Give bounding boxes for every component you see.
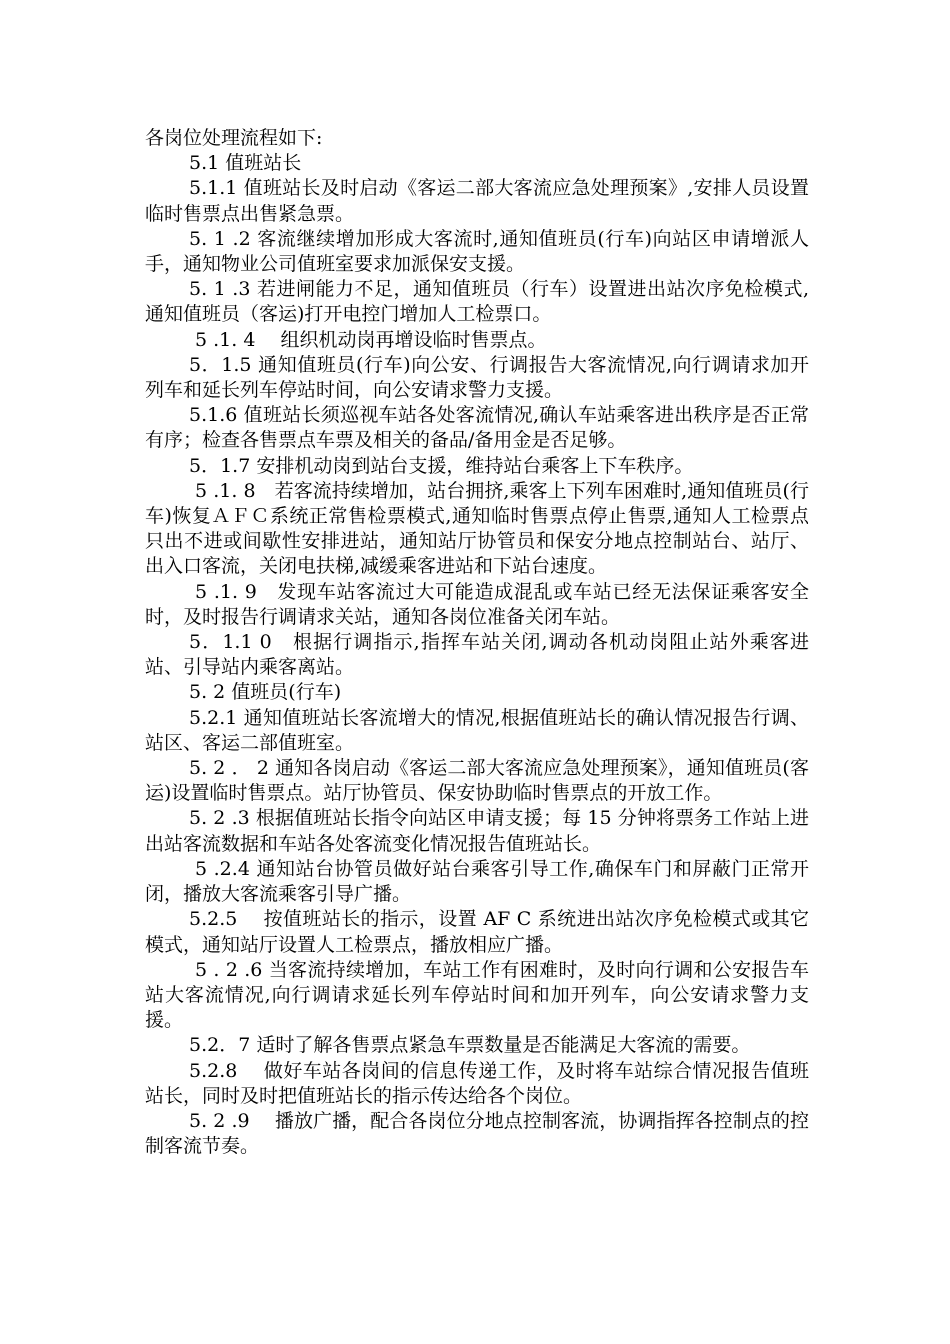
item-5-1-3: 5. 1 .3 若进闸能力不足，通知值班员（行车）设置进出站次序免检模式,通知值班员（客运)打开电控门增加人工检票口。 (145, 278, 809, 326)
document-body (145, 126, 809, 1159)
intro-line: 各岗位处理流程如下: (145, 127, 323, 149)
item-5-2-5: 5.2.5 按值班站长的指示，设置 AF C 系统进出站次序免检模式或其它模式，通知站厅设置人工检票点，播放相应广播。 (145, 908, 809, 956)
item-5-1-1: 5.1.1 值班站长及时启动《客运二部大客流应急处理预案》,安排人员设置临时售票点出售紧急票。 (145, 177, 809, 225)
item-5-2-9: 5. 2 .9 播放广播，配合各岗位分地点控制客流，协调指挥各控制点的控制客流节奏。 (145, 1109, 809, 1158)
section-5-2-heading: 5. 2 值班员(行车) (189, 681, 342, 704)
item-5-1-7: 5．1.7 安排机动岗到站台支援，维持站台乘客上下车秩序。 (189, 454, 694, 477)
item-5-1-8: 5 .1. 8 若客流持续增加，站台拥挤,乘客上下列车困难时,通知值班员(行车)恢复ＡＦＣ系统正常售检票模式,通知临时售票点停止售票,通知人工检票点只出不进或间歇性安排进站，通知站厅协管员和保安分地点控制站台、站厅、出入口客流，关闭电扶梯,减缓乘客进站和下站台速度。 (145, 479, 809, 578)
item-5-2-8: 5.2.8 做好车站各岗间的信息传递工作，及时将车站综合情况报告值班站长，同时及时把值班站长的指示传达给各个岗位。 (145, 1059, 809, 1107)
item-5-1-5: 5．1.5 通知值班员(行车)向公安、行调报告大客流情况,向行调请求加开列车和延长列车停站时间，向公安请求警力支援。 (145, 353, 809, 402)
item-5-2-3: 5. 2 .3 根据值班站长指令向站区申请支援；每 15 分钟将票务工作站上进出站客流数据和车站各处客流变化情况报告值班站长。 (145, 807, 809, 855)
item-5-2-7: 5.2．7 适时了解各售票点紧急车票数量是否能满足大客流的需要。 (189, 1034, 751, 1057)
item-5-1-2: 5. 1 .2 客流继续增加形成大客流时,通知值班员(行车)向站区申请增派人手，通知物业公司值班室要求加派保安支援。 (145, 227, 809, 276)
item-5-1-10: 5．1.1 0 根据行调指示,指挥车站关闭,调动各机动岗阻止站外乘客进站、引导站内乘客离站。 (145, 631, 809, 679)
item-5-2-6: 5 . 2 .6 当客流持续增加，车站工作有困难时，及时向行调和公安报告车站大客流情况,向行调请求延长列车停站时间和加开列车，向公安请求警力支援。 (145, 958, 809, 1032)
item-5-1-9: 5 .1. 9 发现车站客流过大可能造成混乱或车站已经无法保证乘客安全时，及时报告行调请求关站，通知各岗位准备关闭车站。 (145, 580, 809, 628)
item-5-1-4: 5 .1. 4 组织机动岗再增设临时售票点。 (195, 328, 547, 351)
item-5-2-1: 5.2.1 通知值班站长客流增大的情况,根据值班站长的确认情况报告行调、站区、客运二部值班室。 (145, 706, 809, 754)
item-5-2-2: 5. 2 ． 2 通知各岗启动《客运二部大客流应急处理预案》，通知值班员(客运)设置临时售票点。站厅协管员、保安协助临时售票点的开放工作。 (145, 757, 809, 805)
item-5-2-4: 5 .2.4 通知站台协管员做好站台乘客引导工作,确保车门和屏蔽门正常开闭，播放大客流乘客引导广播。 (145, 857, 809, 906)
section-5-1-heading: 5.1 值班站长 (189, 152, 302, 175)
item-5-1-6: 5.1.6 值班站长须巡视车站各处客流情况,确认车站乘客进出秩序是否正常有序；检查各售票点车票及相关的备品/备用金是否足够。 (145, 404, 809, 452)
